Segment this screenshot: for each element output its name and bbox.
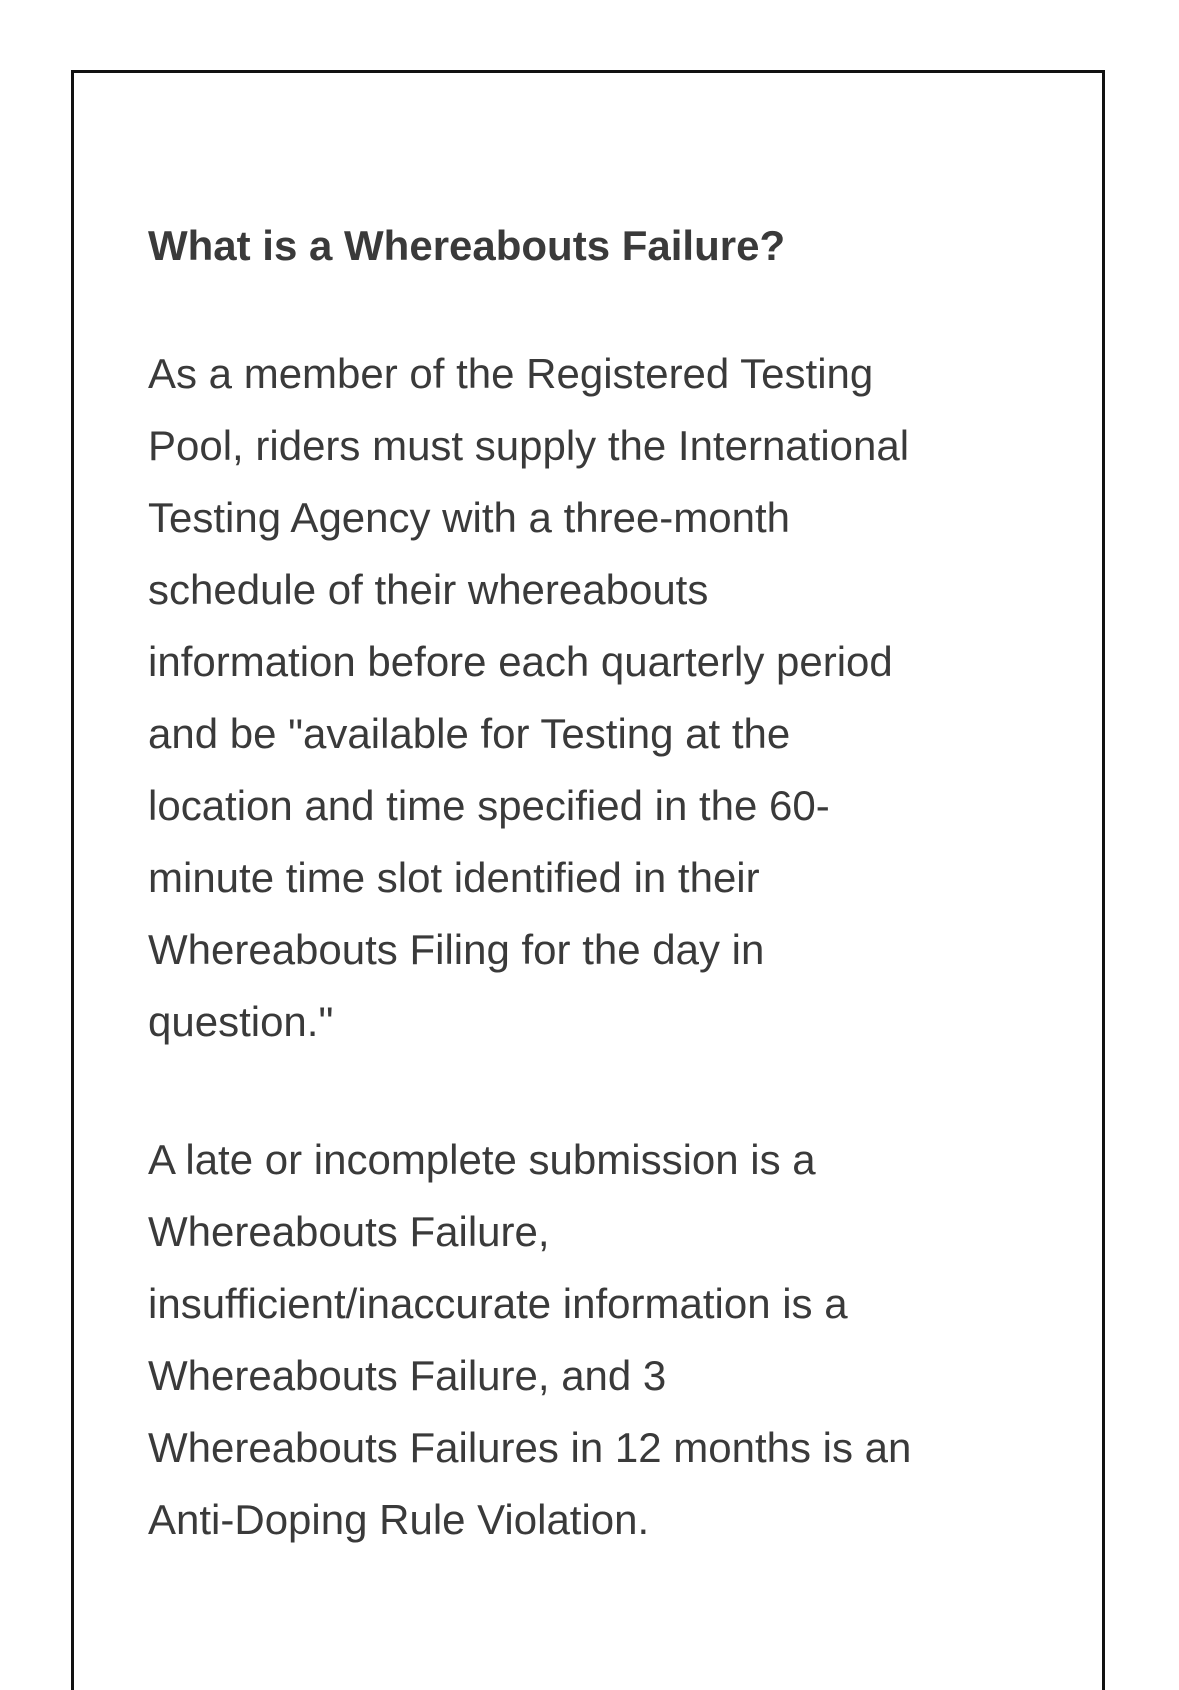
paragraph-line: information before each quarterly period (148, 638, 893, 685)
paragraph-line: Testing Agency with a three-month (148, 494, 791, 541)
paragraph-line: and be "available for Testing at the (148, 710, 791, 757)
paragraph-line: Whereabouts Failure, and 3 (148, 1352, 667, 1399)
paragraph-line: question." (148, 998, 334, 1045)
paragraph-whereabouts-requirement (148, 338, 1048, 1058)
paragraph-line: location and time specified in the 60- (148, 782, 830, 829)
paragraph-line: Whereabouts Failure, (148, 1208, 550, 1255)
paragraph-whereabouts-failure-definition (148, 1124, 1048, 1556)
paragraph-line: A late or incomplete submission is a (148, 1136, 816, 1183)
paragraph-line: schedule of their whereabouts (148, 566, 709, 613)
paragraph-line: Whereabouts Failures in 12 months is an (148, 1424, 912, 1471)
article-content (148, 218, 1048, 1556)
paragraph-line: As a member of the Registered Testing (148, 350, 874, 397)
article-heading: What is a Whereabouts Failure? (148, 222, 786, 269)
paragraph-line: Pool, riders must supply the International (148, 422, 910, 469)
paragraph-line: Anti-Doping Rule Violation. (148, 1496, 650, 1543)
paragraph-line: Whereabouts Filing for the day in (148, 926, 765, 973)
paragraph-line: minute time slot identified in their (148, 854, 760, 901)
info-card (71, 70, 1105, 1690)
paragraph-line: insufficient/inaccurate information is a (148, 1280, 848, 1327)
